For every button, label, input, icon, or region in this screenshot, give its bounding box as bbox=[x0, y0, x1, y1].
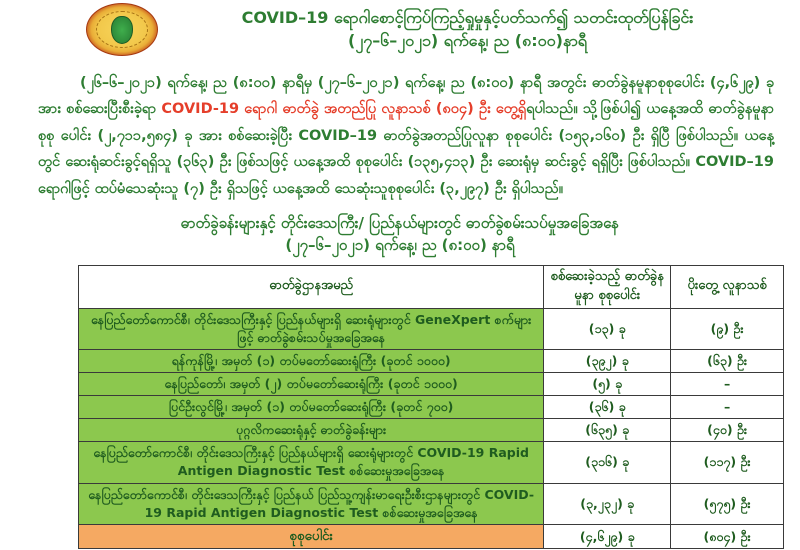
lab-name-cell: ပုဂ္ဂလိကဆေးရုံနှင့် ဓာတ်ခွဲခန်းများ bbox=[79, 419, 544, 442]
table-heading-line1: ဓာတ်ခွဲခန်းများနှင့် တိုင်းဒေသကြီး/ ပြည်နယ်များတွင် ဓာတ်ခွဲစမ်းသပ်မှုအခြေအနေ bbox=[180, 213, 620, 232]
table-row bbox=[79, 308, 784, 349]
positives-cell: (၅၇၅) ဦး bbox=[671, 483, 784, 524]
table-row bbox=[79, 396, 784, 419]
samples-cell: (၄,၆၂၉) ခု bbox=[544, 524, 671, 549]
lab-name-cell: ပြင်ဦးလွင်မြို့၊ အမှတ် (၁) တပ်မတော်ဆေးရုံကြီး (ခုတင် ၇၀၀) bbox=[79, 396, 544, 419]
paragraph-segment: (၂၆–၆–၂၀၂၁) ရက်နေ့၊ ည (၈:၀၀) နာရီမှ (၂၇–၆–၂၀၂၁) ရက်နေ့၊ ည (၈:၀၀) နာရီ အတွင်း ဓာတ်ခွဲနမူနာစုစုပေါင်း (၄,၆၂၉) ခုအား စစ်ဆေးပြီးစီးခဲ့ရာ bbox=[38, 75, 774, 118]
lab-name-cell: နေပြည်တော်ကောင်စီ၊ တိုင်းဒေသကြီးနှင့် ပြည်နယ် ပြည်သူ့ကျန်းမာရေးဦးစီးဌာနများတွင် COVID-19 Rapid Antigen Diagnostic Test စစ်ဆေးမှုအခြေအနေ bbox=[79, 483, 544, 524]
lab-name-cell: နေပြည်တော်ကောင်စီ၊ တိုင်းဒေသကြီးနှင့် ပြည်နယ်များရှိ ဆေးရုံများတွင် GeneXpert စက်များဖြင့် ဓာတ်ခွဲစမ်းသပ်မှုအခြေအနေ bbox=[79, 308, 544, 349]
column-header-name: ဓာတ်ခွဲဌာနအမည် bbox=[79, 265, 544, 308]
lab-name-cell: စုစုပေါင်း bbox=[79, 524, 544, 549]
positives-cell: (၆၃) ဦး bbox=[671, 349, 784, 372]
samples-cell: (၃၉၂) ခု bbox=[544, 349, 671, 372]
column-header-positives: ပိုးတွေ့ လူနာသစ် bbox=[671, 265, 784, 308]
lab-name-cell: ရန်ကုန်မြို့၊ အမှတ် (၁) တပ်မတော်ဆေးရုံကြီး (ခုတင် ၁၀၀၀) bbox=[79, 349, 544, 372]
table-row bbox=[79, 372, 784, 395]
table-header-row bbox=[79, 265, 784, 308]
positives-cell: – bbox=[671, 372, 784, 395]
samples-cell: (၃၁၆) ခု bbox=[544, 442, 671, 483]
positives-cell: (၈၀၄) ဦး bbox=[671, 524, 784, 549]
positives-cell: (၁၁၇) ဦး bbox=[671, 442, 784, 483]
lab-name-cell: နေပြည်တော်၊ အမှတ် (၂) တပ်မတော်ဆေးရုံကြီး (ခုတင် ၁၀၀၀) bbox=[79, 372, 544, 395]
page-title bbox=[165, 6, 770, 52]
paragraph-segment: COVID-19 ရောဂါ ဓာတ်ခွဲ အတည်ပြု လူနာသစ် (၈၀၄) ဦး တွေ့ရှိ bbox=[161, 101, 527, 118]
header bbox=[0, 0, 800, 62]
samples-cell: (၁၃) ခု bbox=[544, 308, 671, 349]
positives-cell: (၄၀) ဦး bbox=[671, 419, 784, 442]
column-header-samples: စစ်ဆေးခဲ့သည့် ဓာတ်ခွဲနမူနာ စုစုပေါင်း bbox=[544, 265, 671, 308]
lab-name-cell: နေပြည်တော်ကောင်စီ၊ တိုင်းဒေသကြီးနှင့် ပြည်နယ်များရှိ ဆေးရုံများတွင် COVID-19 Rapid Antigen Diagnostic Test စစ်ဆေးမှုအခြေအနေ bbox=[79, 442, 544, 483]
body-paragraph bbox=[38, 70, 774, 202]
paragraph-segment: ရပါသည်။ သို့ဖြစ်ပါ၍ ယနေ့အထိ ဓာတ်ခွဲနမူနာ စုစု ပေါင်း (၂,၇၁၁,၅၈၄) ခု အား စစ်ဆေးခဲ့ပြီး COVID–19 ဓာတ်ခွဲအတည်ပြုလူနာ စုစုပေါင်း (၁၅၃,၁၆၀) ဦး ရှိပြီ ဖြစ်ပါသည်။ ယနေ့တွင် ဆေးရုံဆင်းခွင့်ရရှိသူ (၃၆၃) ဦး ဖြစ်သဖြင့် ယနေ့အထိ စုစုပေါင်း (၁၃၅,၄၁၃) ဦး ဆေးရုံမှ ဆင်းခွင့် ရရှိပြီး ဖြစ်ပါသည်။ COVID–19 ရောဂါဖြင့် ထပ်မံသေဆုံးသူ (၇) ဦး ရှိသဖြင့် ယနေ့အထိ သေဆုံးသူစုစုပေါင်း (၃,၂၉၇) ဦး ရှိပါသည်။ bbox=[38, 101, 774, 197]
positives-cell: – bbox=[671, 396, 784, 419]
lab-table-body bbox=[79, 308, 784, 549]
ministry-seal-logo bbox=[86, 3, 158, 56]
logo-emblem-icon bbox=[111, 16, 133, 44]
samples-cell: (၃၆) ခု bbox=[544, 396, 671, 419]
table-row bbox=[79, 442, 784, 483]
table-row bbox=[79, 419, 784, 442]
samples-cell: (၆၃၅) ခု bbox=[544, 419, 671, 442]
positives-cell: (၉) ဦး bbox=[671, 308, 784, 349]
page-title-line2: (၂၇–၆–၂၀၂၁) ရက်နေ့၊ ည (၈:၀၀)နာရီ bbox=[348, 31, 587, 51]
table-heading-line2: (၂၇–၆–၂၀၂၁) ရက်နေ့၊ ည (၈:၀၀) နာရီ bbox=[285, 236, 515, 255]
table-heading bbox=[0, 212, 800, 257]
total-row bbox=[79, 524, 784, 549]
table-row bbox=[79, 483, 784, 524]
samples-cell: (၅) ခု bbox=[544, 372, 671, 395]
samples-cell: (၃,၂၃၂) ခု bbox=[544, 483, 671, 524]
table-row bbox=[79, 349, 784, 372]
page-title-line1: COVID–19 ရောဂါစောင့်ကြပ်ကြည့်ရှုမှုနှင့်ပတ်သက်၍ သတင်းထုတ်ပြန်ခြင်း bbox=[241, 8, 694, 27]
lab-results-table bbox=[78, 265, 784, 550]
